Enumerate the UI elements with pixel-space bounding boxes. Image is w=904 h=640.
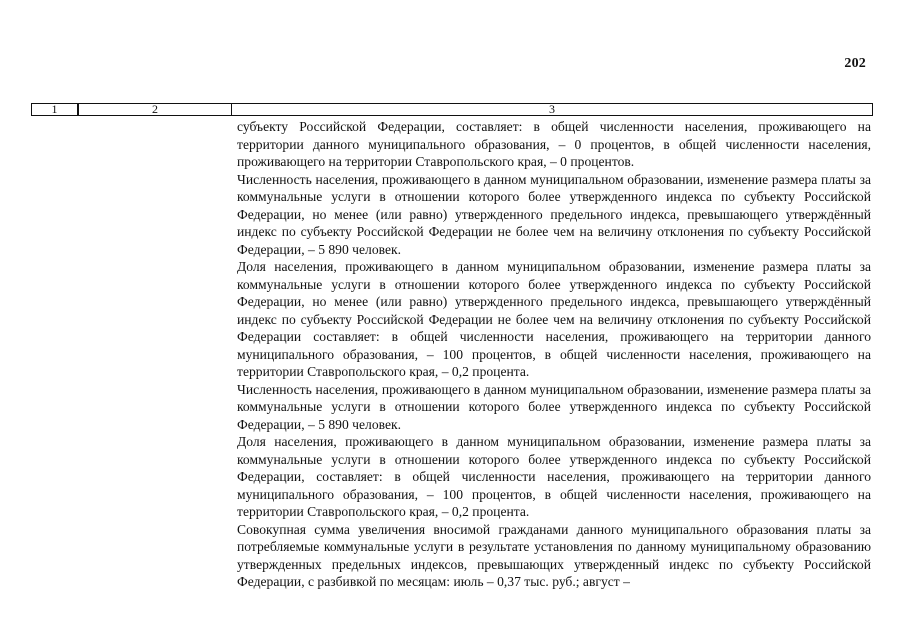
paragraph: Численность населения, проживающего в данном муниципальном образовании, изменение размера платы за коммунальные услуги в отношении которого более утвержденного индекса по субъекту Российской Федерации, но менее (или равно) утвержденного предельного индекса, превышающего утверждённый индекс по субъекту Российской Федерации не более чем на величину отклонения по субъекту Российской Федерации, – 5 890 человек.	[237, 171, 871, 257]
table-header-col-1: 1	[32, 104, 78, 115]
table-header-col-3: 3	[549, 102, 555, 116]
table-header-row	[31, 103, 873, 116]
document-body	[237, 118, 871, 591]
paragraph: субъекту Российской Федерации, составляет: в общей численности населения, проживающего на территории данного муниципального образования, – 0 процентов, в общей численности населения, проживающего на территории Ставропольского края, – 0 процентов.	[237, 119, 871, 169]
page-number: 202	[844, 56, 866, 71]
table-header-col-2: 2	[79, 104, 232, 115]
paragraph: Доля населения, проживающего в данном муниципальном образовании, изменение размера платы за коммунальные услуги в отношении которого более утвержденного индекса по субъекту Российской Федерации, но менее (или равно) утвержденного предельного индекса, превышающего утверждённый индекс по субъекту Российской Федерации не более чем на величину отклонения по субъекту Российской Федерации составляет: в общей численности населения, проживающего на территории данного муниципального образования, – 100 процентов, в общей численности населения, проживающего на территории Ставропольского края, – 0,2 процента.	[237, 259, 871, 379]
paragraph: Численность населения, проживающего в данном муниципальном образовании, изменение размера платы за коммунальные услуги в отношении которого более утвержденного индекса по субъекту Российской Федерации, – 5 890 человек.	[237, 381, 871, 432]
paragraph: Совокупная сумма увеличения вносимой гражданами данного муниципального образования платы за потребляемые коммунальные услуги в результате установления по данному муниципальному образованию утвержденных предельных индексов, превышающих утвержденный индекс по субъекту Российской Федерации, с разбивкой по месяцам: июль – 0,37 тыс. руб.; август –	[237, 521, 871, 589]
paragraph: Доля населения, проживающего в данном муниципальном образовании, изменение размера платы за коммунальные услуги в отношении которого более утвержденного индекса по субъекту Российской Федерации, составляет: в общей численности населения, проживающего на территории данного муниципального образования, – 100 процентов, в общей численности населения, проживающего на территории Ставропольского края, – 0,2 процента.	[237, 434, 871, 519]
